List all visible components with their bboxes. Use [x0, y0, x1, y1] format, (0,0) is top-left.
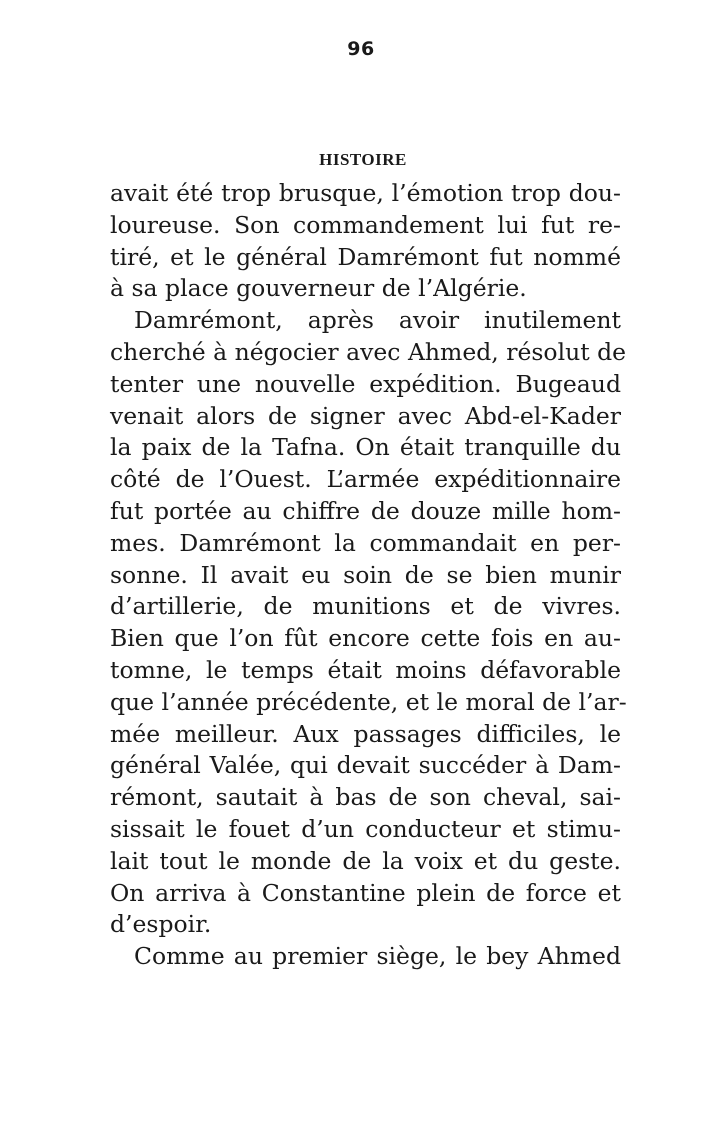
text-line: Comme au premier siège, le bey Ahmed — [134, 942, 621, 971]
text-line: loureuse. Son commandement lui fut re- — [110, 210, 621, 239]
body-text — [110, 178, 627, 973]
text-line: Damrémont, après avoir inutilement — [134, 306, 621, 335]
page-number: 96 — [347, 38, 375, 60]
text-line: cherché à négocier avec Ahmed, résolut de — [110, 337, 627, 366]
text-line: lait tout le monde de la voix et du geste. — [110, 846, 621, 875]
text-line: d’artillerie, de munitions et de vivres. — [110, 592, 621, 621]
text-line: mée meilleur. Aux passages difficiles, le — [110, 719, 621, 748]
text-line: sonne. Il avait eu soin de se bien munir — [110, 560, 621, 589]
text-line: tenter une nouvelle expédition. Bugeaud — [110, 369, 621, 398]
text-line: côté de l’Ouest. L’armée expéditionnaire — [110, 465, 621, 494]
text-line: d’espoir. — [110, 910, 212, 939]
text-line: Bien que l’on fût encore cette fois en au- — [110, 624, 621, 653]
text-line: à sa place gouverneur de l’Algérie. — [110, 274, 527, 303]
text-line: fut portée au chiffre de douze mille hom- — [110, 496, 621, 525]
text-line: la paix de la Tafna. On était tranquille du — [110, 433, 621, 462]
text-line: tiré, et le général Damrémont fut nommé — [110, 242, 621, 271]
text-line: général Valée, qui devait succéder à Dam- — [110, 751, 621, 780]
text-line: tomne, le temps était moins défavorable — [110, 655, 621, 684]
text-line: sissait le fouet d’un conducteur et stimu- — [110, 814, 621, 843]
text-line: rémont, sautait à bas de son cheval, sai- — [110, 783, 621, 812]
text-line: avait été trop brusque, l’émotion trop dou- — [110, 179, 621, 207]
running-head: HISTOIRE — [319, 150, 407, 169]
text-line: On arriva à Constantine plein de force et — [110, 878, 621, 907]
text-line: venait alors de signer avec Abd-el-Kader — [110, 401, 621, 430]
text-line: que l’année précédente, et le moral de l’ar- — [110, 687, 627, 716]
text-line: mes. Damrémont la commandait en per- — [110, 528, 621, 557]
